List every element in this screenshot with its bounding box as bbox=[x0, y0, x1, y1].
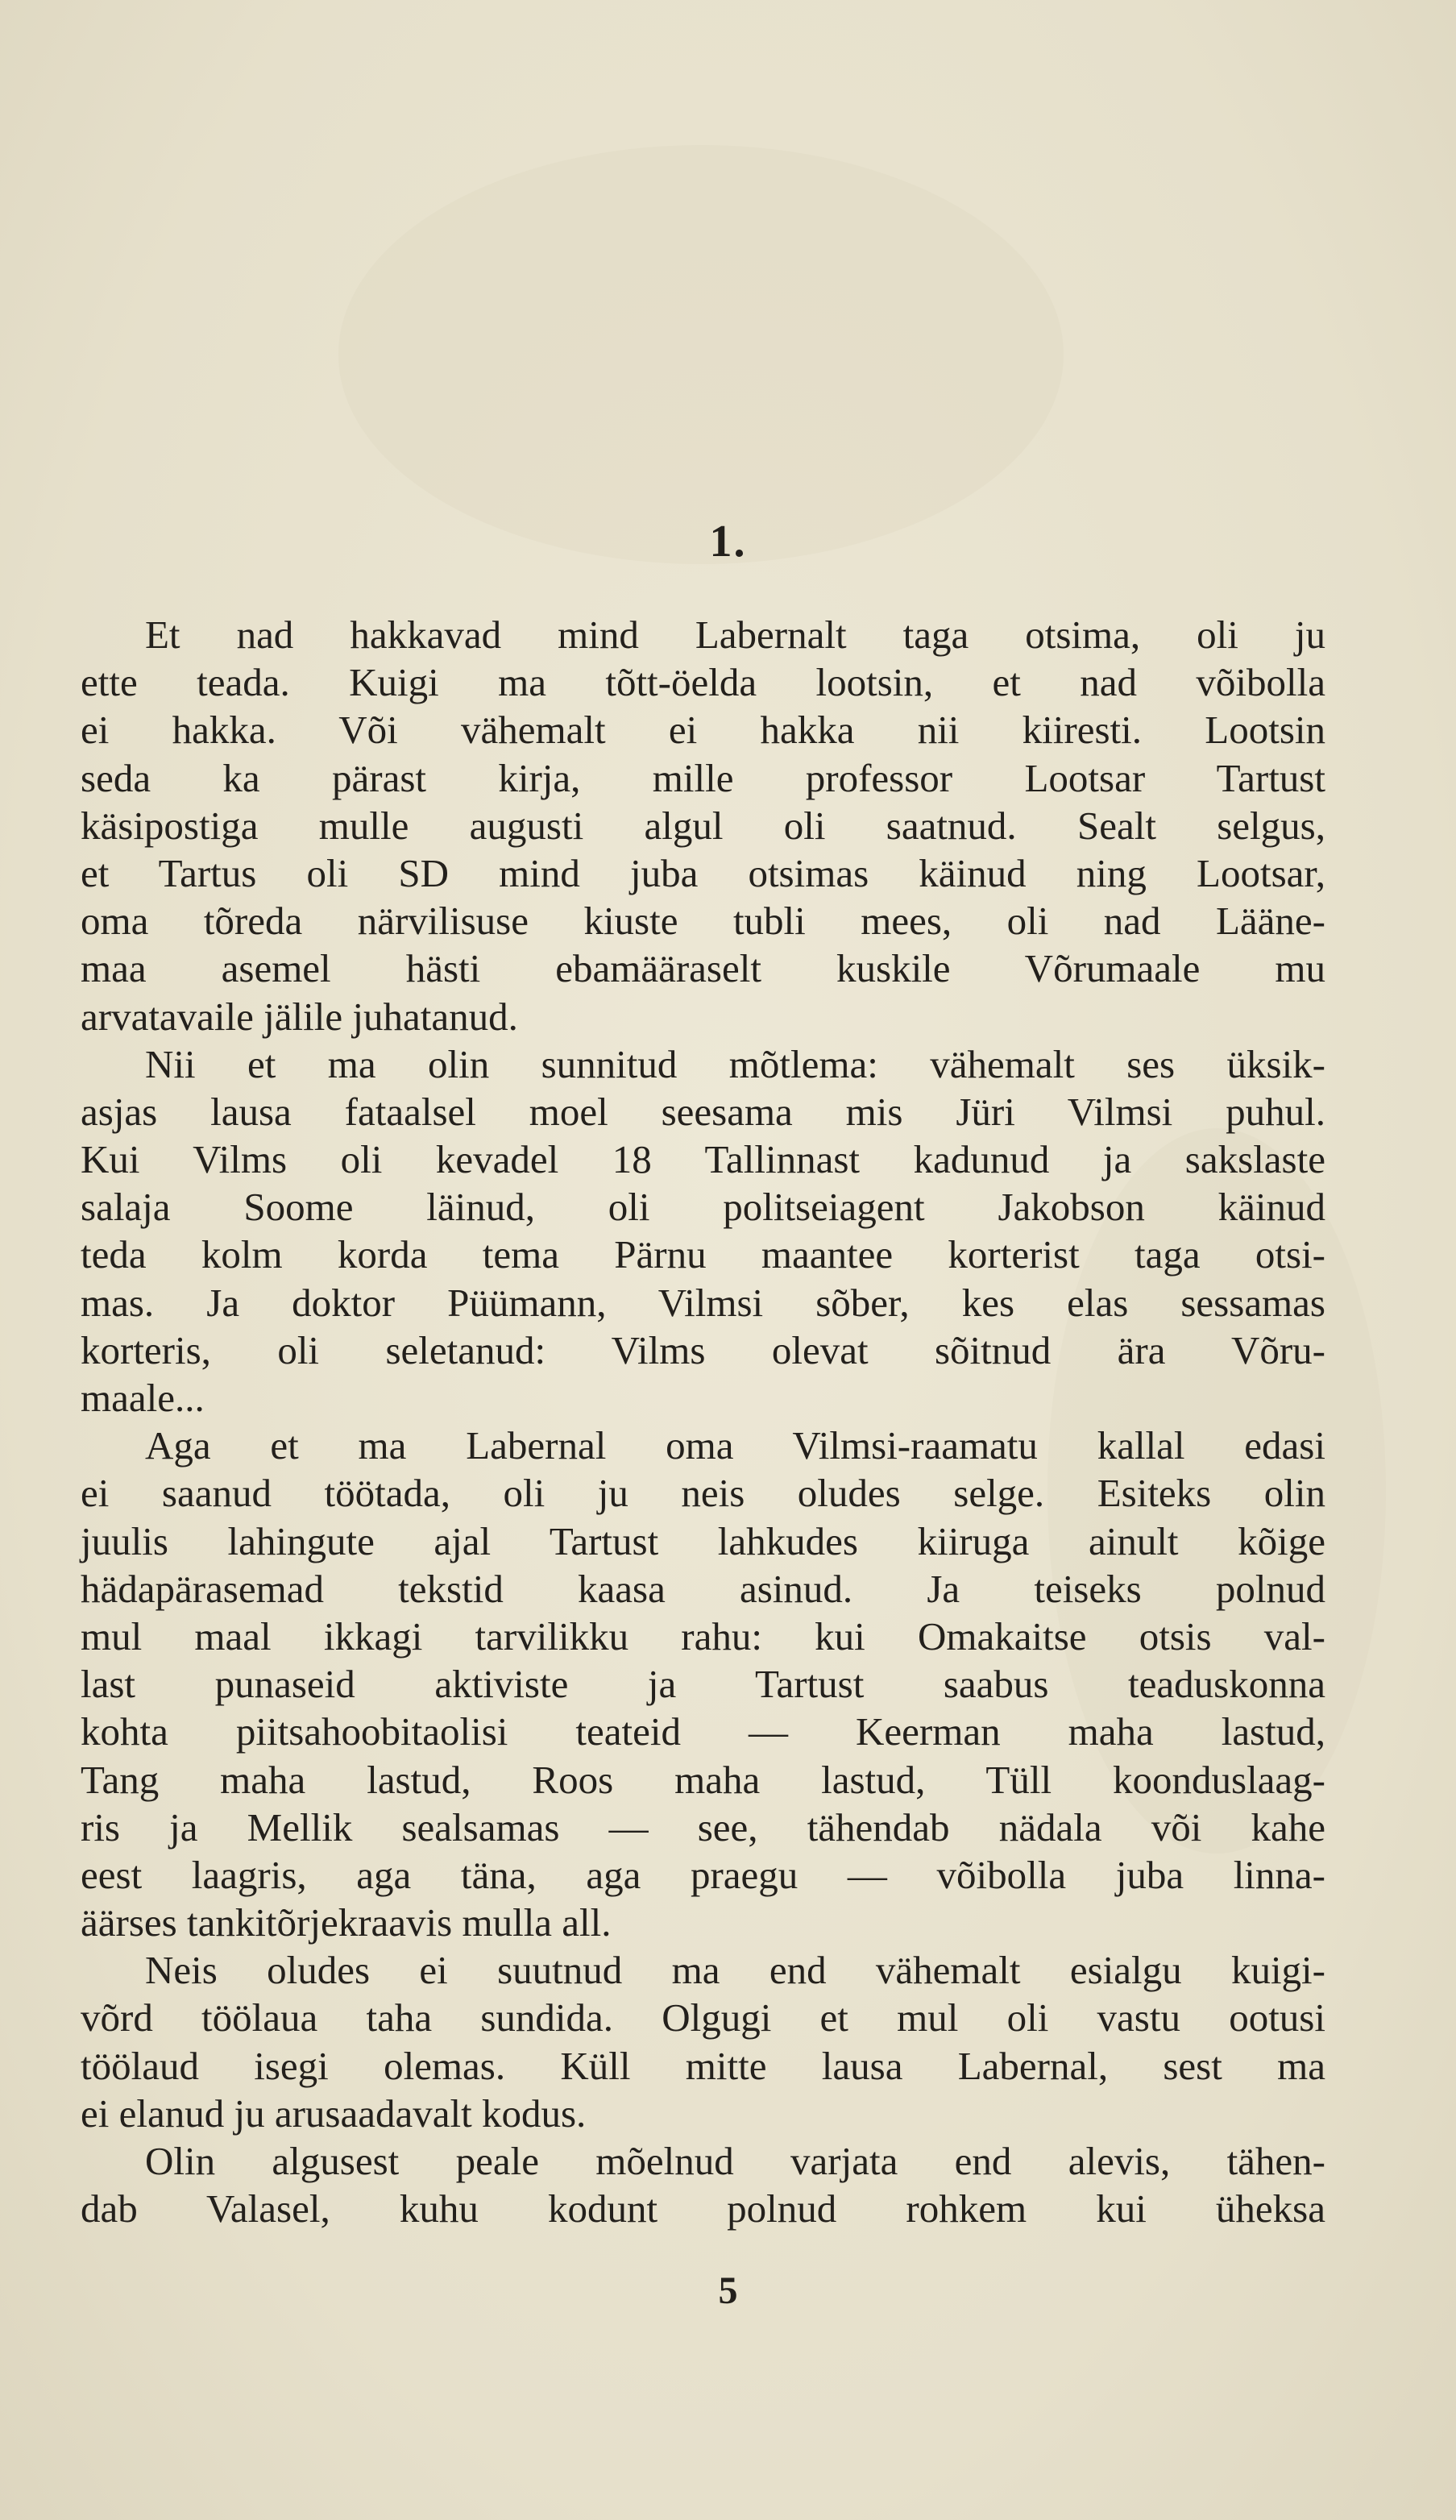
text-line: käsipostiga mulle augusti algul oli saatnud. Sealt selgus, bbox=[81, 803, 1325, 848]
text-line: salaja Soome läinud, oli politseiagent Jakobson käinud bbox=[81, 1185, 1325, 1230]
text-line: Neis oludes ei suutnud ma end vähemalt esialgu kuigi- bbox=[145, 1948, 1325, 1993]
text-line: eest laagris, aga täna, aga praegu — võibolla juba linna- bbox=[81, 1852, 1325, 1897]
text-line: maa asemel hästi ebamääraselt kuskile Võrumaale mu bbox=[81, 946, 1325, 991]
text-line: hädapärasemad tekstid kaasa asinud. Ja teiseks polnud bbox=[81, 1566, 1325, 1611]
paragraph bbox=[81, 1422, 1325, 1946]
text-line: ette teada. Kuigi ma tõtt-öelda lootsin, et nad võibolla bbox=[81, 660, 1325, 705]
text-line: ris ja Mellik sealsamas — see, tähendab nädala või kahe bbox=[81, 1804, 1325, 1850]
body-text bbox=[81, 611, 1325, 2232]
text-line: et Tartus oli SD mind juba otsimas käinud ning Lootsar, bbox=[81, 850, 1325, 895]
text-line: Tang maha lastud, Roos maha lastud, Tüll koonduslaag- bbox=[81, 1757, 1325, 1802]
text-line: juulis lahingute ajal Tartust lahkudes kiiruga ainult kõige bbox=[81, 1518, 1325, 1563]
page-number: 5 bbox=[718, 2269, 738, 2312]
paragraph bbox=[81, 1040, 1325, 1422]
text-line: Kui Vilms oli kevadel 18 Tallinnast kadunud ja sakslaste bbox=[81, 1137, 1325, 1182]
text-line: seda ka pärast kirja, mille professor Lootsar Tartust bbox=[81, 755, 1325, 800]
paragraph bbox=[81, 1946, 1325, 2137]
text-line: oma tõreda närvilisuse kiuste tubli mees, oli nad Lääne- bbox=[81, 899, 1325, 944]
text-line: Olin algusest peale mõelnud varjata end alevis, tähen- bbox=[145, 2139, 1325, 2183]
text-line: ei hakka. Või vähemalt ei hakka nii kiiresti. Lootsin bbox=[81, 708, 1325, 753]
paragraph bbox=[81, 2137, 1325, 2232]
text-line: töölaud isegi olemas. Küll mitte lausa Labernal, sest ma bbox=[81, 2043, 1325, 2088]
text-line: arvatavaile jälile juhatanud. bbox=[81, 994, 518, 1039]
text-line: kohta piitsahoobitaolisi teateid — Keerman maha lastud, bbox=[81, 1709, 1325, 1754]
text-line: Nii et ma olin sunnitud mõtlema: vähemalt ses üksik- bbox=[145, 1041, 1325, 1086]
text-line: maale... bbox=[81, 1376, 205, 1420]
text-line: Et nad hakkavad mind Labernalt taga otsima, oli ju bbox=[145, 612, 1325, 657]
paragraph bbox=[81, 611, 1325, 1040]
text-line: korteris, oli seletanud: Vilms olevat sõitnud ära Võru- bbox=[81, 1327, 1325, 1372]
text-line: mul maal ikkagi tarvilikku rahu: kui Omakaitse otsis val- bbox=[81, 1613, 1325, 1659]
text-line: last punaseid aktiviste ja Tartust saabus teaduskonna bbox=[81, 1662, 1325, 1707]
text-line: ei saanud töötada, oli ju neis oludes selge. Esiteks olin bbox=[81, 1471, 1325, 1516]
paper-stain bbox=[338, 145, 1064, 564]
text-line: asjas lausa fataalsel moel seesama mis Jüri Vilmsi puhul. bbox=[81, 1089, 1325, 1134]
chapter-number: 1. bbox=[709, 517, 747, 567]
text-line: ei elanud ju arusaadavalt kodus. bbox=[81, 2090, 587, 2136]
text-line: dab Valasel, kuhu kodunt polnud rohkem kui üheksa bbox=[81, 2186, 1325, 2231]
text-line: mas. Ja doktor Püümann, Vilmsi sõber, kes elas sessamas bbox=[81, 1280, 1325, 1325]
text-line: äärses tankitõrjekraavis mulla all. bbox=[81, 1900, 612, 1945]
text-line: võrd töölaua taha sundida. Olgugi et mul oli vastu ootusi bbox=[81, 1995, 1325, 2040]
text-line: teda kolm korda tema Pärnu maantee korterist taga otsi- bbox=[81, 1232, 1325, 1277]
text-line: Aga et ma Labernal oma Vilmsi-raamatu kallal edasi bbox=[145, 1423, 1325, 1468]
